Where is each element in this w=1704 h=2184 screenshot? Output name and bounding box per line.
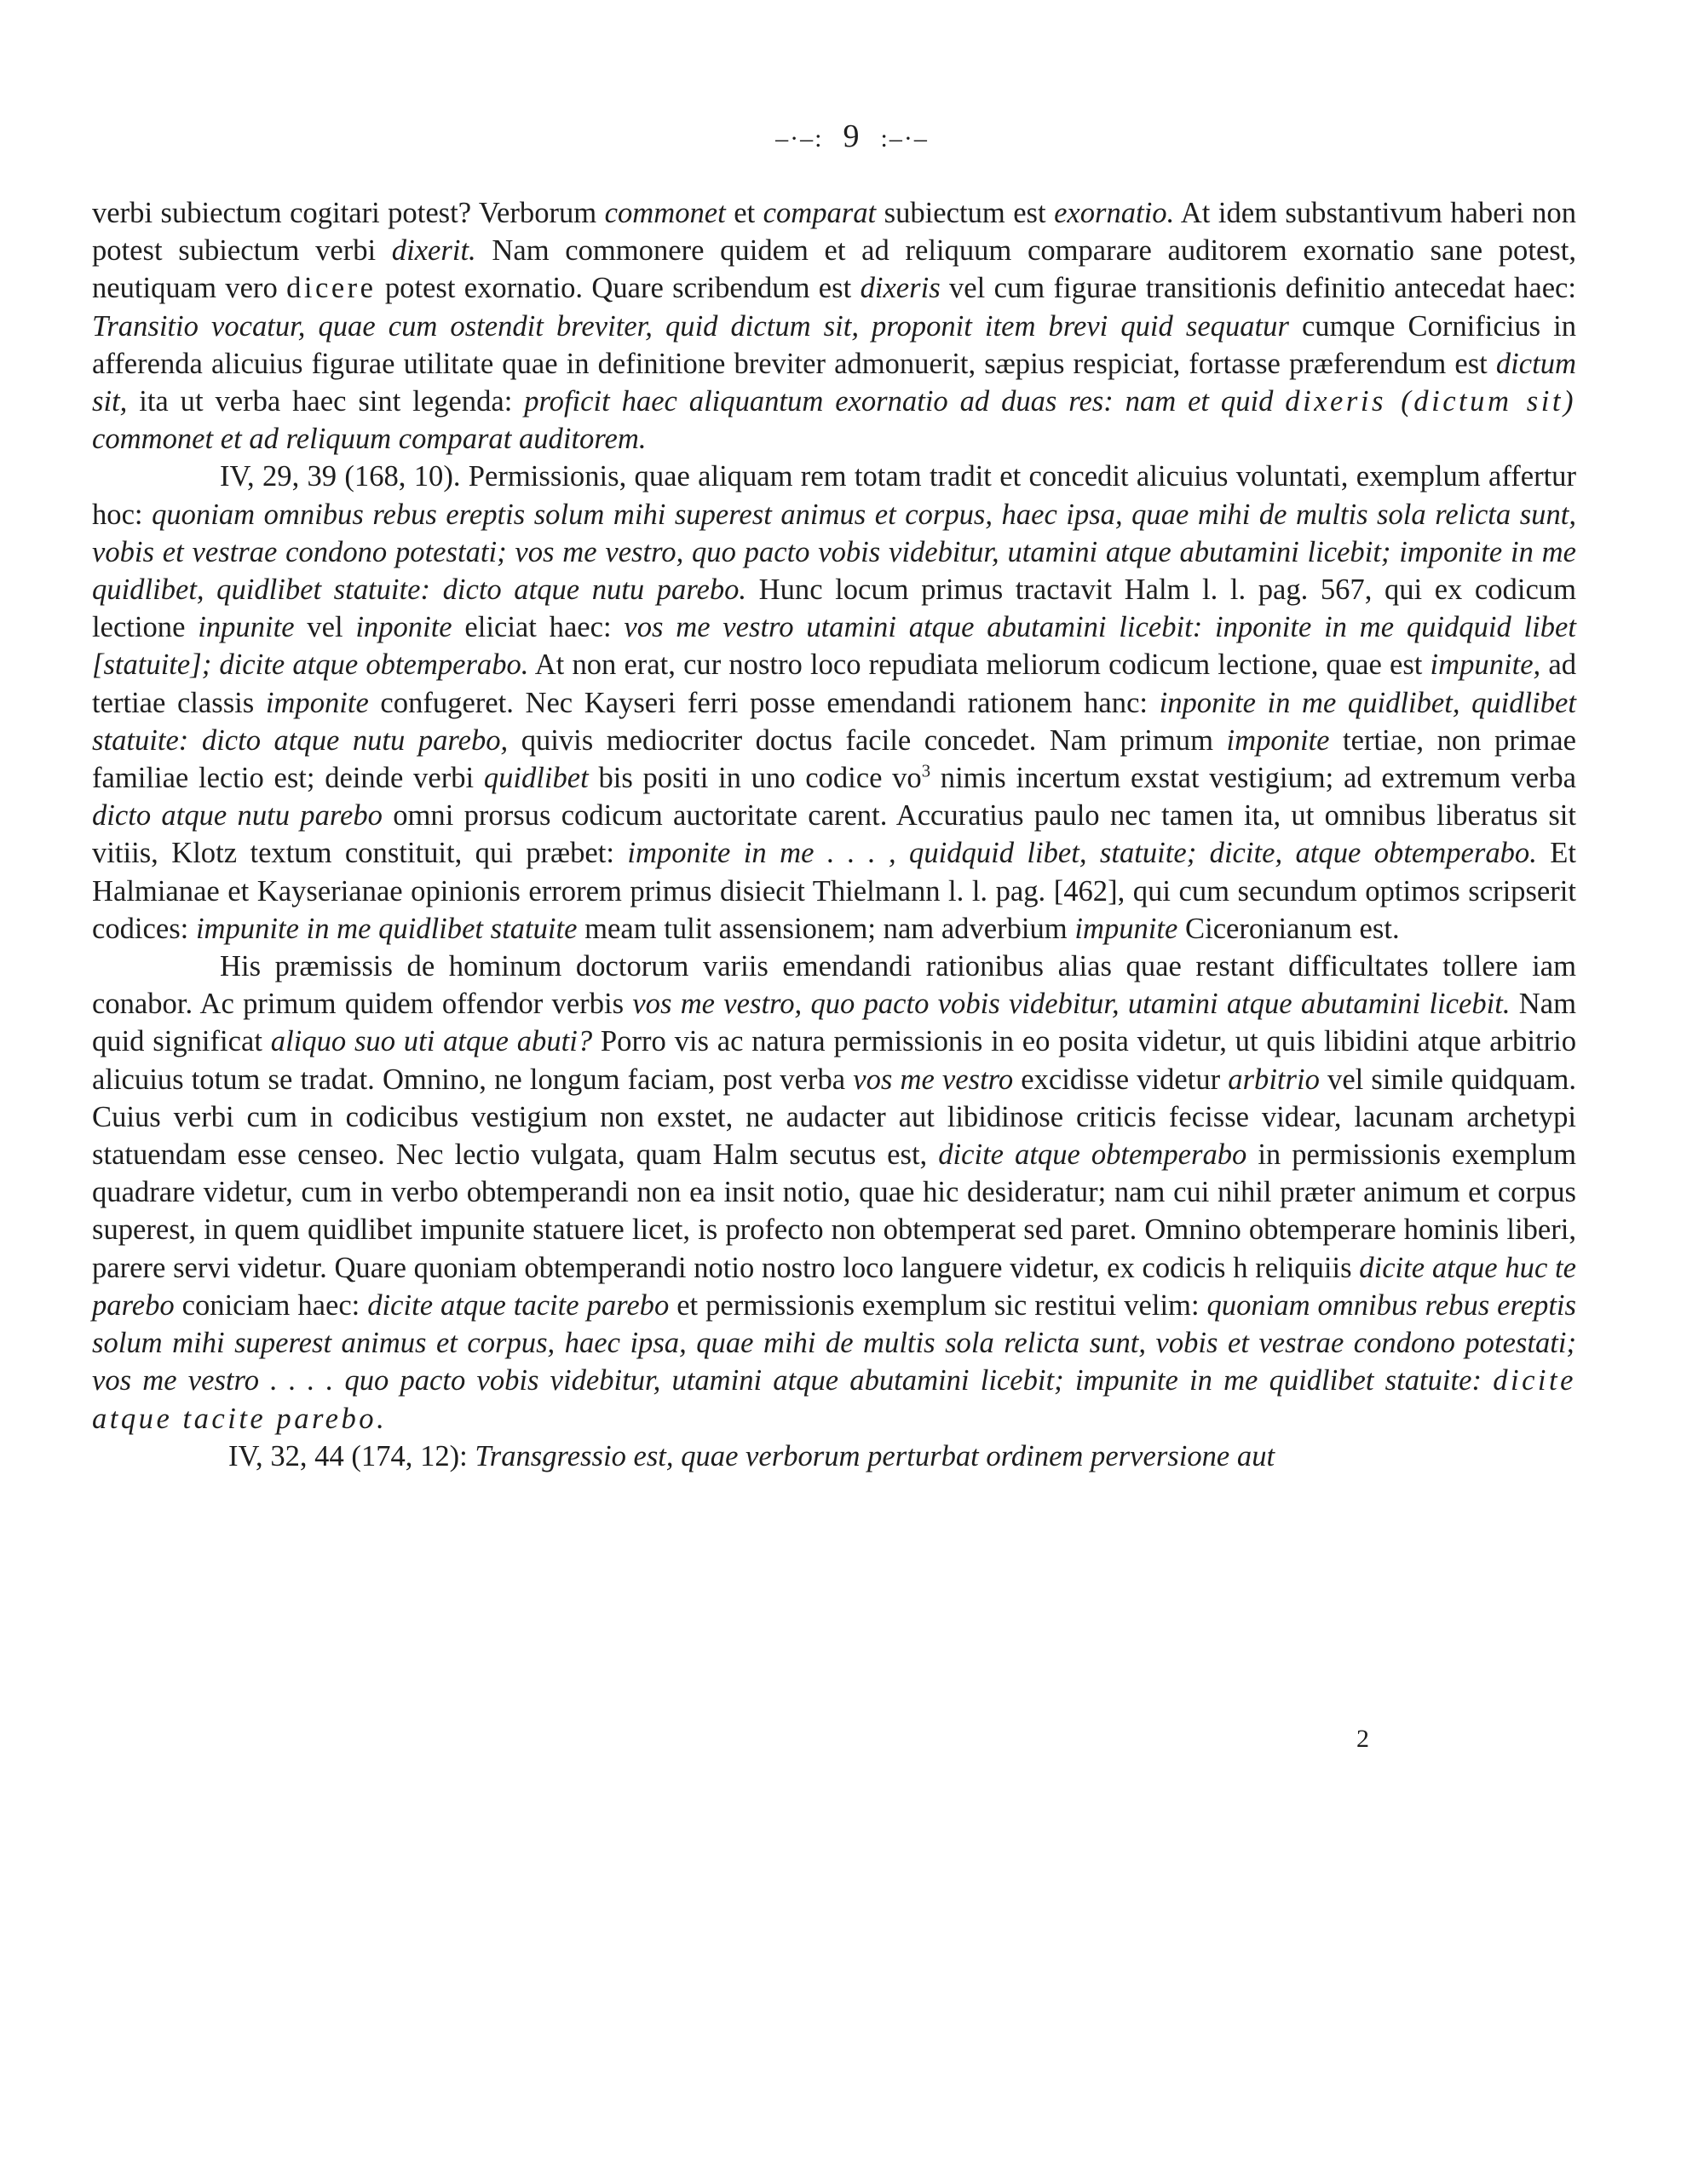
- italic-text: imponite: [265, 686, 369, 719]
- text: Et Halmianae et Kayserianae opinionis errorem primus disiecit Thielmann l. l. pag. [462], qui cum secundum optimos scripserit codices:: [92, 837, 1576, 945]
- italic-text: vos me vestro utamini atque abutamini licebit: inponite in me quidquid libet [statuite]; dicite atque obtemperabo.: [92, 611, 1576, 682]
- italic-text: Transitio vocatur, quae cum ostendit breviter, quid dictum sit, proponit item brevi quid sequatur: [92, 309, 1289, 343]
- text: meam tulit assensionem; nam adverbium: [577, 912, 1075, 945]
- text: et: [725, 197, 763, 229]
- paragraph-1: [92, 194, 1576, 458]
- spaced-italic-text: dixeris (dictum sit): [1285, 385, 1576, 418]
- text: vel: [294, 611, 356, 644]
- italic-text: dictum sit,: [92, 347, 1576, 418]
- text: IV, 32, 44 (174, 12):: [228, 1439, 475, 1472]
- italic-text: commonet: [604, 197, 726, 229]
- italic-text: exornatio.: [1054, 197, 1175, 229]
- page-number: 9: [843, 118, 861, 154]
- paragraph-4: [92, 1438, 1576, 1475]
- italic-text: dicto atque nutu parebo: [92, 799, 383, 833]
- italic-text: quoniam omnibus rebus ereptis solum mihi superest animus et corpus, haec ipsa, quae mihi de multis sola relicta sunt, vobis et vestrae condono potestati; vos me vestro . . . . quo pacto vobis videbitur, utamini atque abutamini licebit; impunite in me quidlibet statuite:: [92, 1288, 1576, 1397]
- italic-text: inponite in me quidlibet, quidlibet statuite: dicto atque nutu parebo,: [92, 686, 1576, 757]
- text: Ciceronianum est.: [1177, 912, 1400, 945]
- italic-text: vos me vestro: [853, 1063, 1014, 1096]
- italic-text: dicite atque obtemperabo: [938, 1138, 1247, 1172]
- text: ita ut verba haec sint legenda:: [127, 385, 525, 418]
- superscript: 3: [921, 762, 931, 781]
- paragraph-3: [92, 948, 1576, 1438]
- italic-text: dixerit.: [391, 234, 476, 268]
- italic-text: impunite,: [1430, 648, 1541, 682]
- text: Porro vis ac natura permissionis in eo posita videtur, ut quis libidini atque arbitrio alicuius totum se tradat. Omnino, ne longum faciam, post verba: [92, 1025, 1577, 1096]
- italic-text: Transgressio est, quae verborum perturbat ordinem perversione aut: [475, 1439, 1275, 1472]
- text: coniciam haec:: [174, 1288, 368, 1322]
- italic-text: imponite: [1226, 723, 1330, 757]
- text: bis positi in uno codice vo: [588, 762, 922, 795]
- text: nimis incertum exstat vestigium; ad extremum verba: [930, 762, 1576, 795]
- italic-text: quidlibet: [483, 762, 589, 795]
- text: At idem substantivum haberi non potest subiectum verbi: [92, 197, 1576, 268]
- text: verbi subiectum cogitari potest? Verborum: [92, 197, 605, 229]
- italic-text: dixeris: [860, 272, 941, 305]
- italic-text: comparat: [763, 197, 877, 229]
- text: Nam commonere quidem et ad reliquum comparare auditorem exornatio sane potest, neutiquam vero: [92, 234, 1576, 305]
- italic-text: quoniam omnibus rebus ereptis solum mihi superest animus et corpus, haec ipsa, quae mihi de multis sola relicta sunt, vobis et vestrae condono potestati; vos me vestro, quo pacto vobis videbitur, utamini atque abutamini licebit; imponite in me quidlibet, quidlibet statuite: dicto atque nutu parebo.: [92, 498, 1576, 607]
- text: cumque Cornificius in afferenda alicuius figurae utilitate quae in definitione breviter admonuerit, sæpius respiciat, fortasse præferendum est: [92, 309, 1577, 380]
- text: IV, 29, 39 (168, 10). Permissionis, quae aliquam rem totam tradit et concedit alicuius voluntati, exemplum affertur hoc:: [92, 460, 1576, 531]
- italic-text: dicite atque tacite parebo: [367, 1288, 670, 1322]
- text: subiectum est: [876, 197, 1055, 229]
- text: Hunc locum primus tractavit Halm l. l. pag. 567, qui ex codicum lectione: [92, 573, 1576, 644]
- text: vel cum figurae transitionis definitio antecedat haec:: [940, 272, 1576, 305]
- header-right-ornament: :–·–: [880, 124, 929, 153]
- text: omni prorsus codicum auctoritate carent. Accuratius paulo nec tamen ita, ut omnibus liberatus sit vitiis, Klotz textum constituit, qui præbet:: [92, 799, 1576, 870]
- italic-text: imponite in me . . . , quidquid libet, statuite; dicite, atque obtemperabo.: [627, 837, 1537, 870]
- text: ad tertiae classis: [92, 648, 1576, 719]
- body-text: [92, 194, 1576, 1475]
- text: et permissionis exemplum sic restitui velim:: [669, 1288, 1207, 1322]
- text: Nam quid significat: [92, 988, 1577, 1058]
- text: excidisse videtur: [1013, 1063, 1229, 1096]
- italic-text: arbitrio: [1228, 1063, 1320, 1096]
- text: At non erat, cur nostro loco repudiata meliorum codicum lectione, quae est: [528, 648, 1431, 682]
- italic-text: inpunite: [198, 611, 295, 644]
- italic-text: proficit haec aliquantum exornatio ad duas res: nam et quid: [524, 385, 1286, 418]
- text: vel simile quidquam. Cuius verbi cum in codicibus vestigium non exstet, ne audacter aut libidinose criticis fecisse videar, lacunam archetypi statuendam esse censeo. Nec lectio vulgata, quam Halm secutus est,: [92, 1063, 1577, 1172]
- paragraph-2: [92, 458, 1576, 948]
- italic-text: dicite atque huc te parebo: [92, 1251, 1576, 1322]
- text: His præmissis de hominum doctorum variis emendandi rationibus alias quae restant difficultates tollere iam conabor. Ac primum quidem offendor verbis: [92, 950, 1576, 1021]
- italic-text: inponite: [355, 611, 452, 644]
- text: tertiae, non primae familiae lectio est; deinde verbi: [92, 723, 1576, 795]
- text: eliciat haec:: [452, 611, 625, 644]
- signature-mark: 2: [1356, 1725, 1369, 1753]
- italic-text: impunite in me quidlibet statuite: [195, 912, 578, 945]
- text: confugeret. Nec Kayseri ferri posse emendandi rationem hanc:: [368, 686, 1160, 719]
- page-header: [0, 118, 1704, 155]
- spaced-italic-text: dicite atque tacite parebo.: [92, 1364, 1576, 1435]
- spaced-text: dicere: [286, 272, 377, 305]
- italic-text: commonet et ad reliquum comparat auditorem.: [92, 423, 647, 456]
- italic-text: impunite: [1074, 912, 1178, 945]
- text: in permissionis exemplum quadrare videtur, cum in verbo obtemperandi non ea insit notio, quae hic desideratur; nam cui nihil præter animum et corpus superest, in quem quidlibet impunite statuere licet, is profecto non obtemperat sed paret. Omnino obtemperare hominis liberi, parere servi videtur. Quare quoniam obtemperandi notio nostro loco languere videtur, ex codicis h reliquiis: [92, 1138, 1576, 1284]
- italic-text: vos me vestro, quo pacto vobis videbitur, utamini atque abutamini licebit.: [632, 988, 1511, 1021]
- italic-text: aliquo suo uti atque abuti?: [270, 1025, 593, 1058]
- text: quivis mediocriter doctus facile concedet. Nam primum: [508, 723, 1227, 757]
- header-left-ornament: –·–:: [775, 124, 824, 153]
- text: potest exornatio. Quare scribendum est: [376, 272, 861, 305]
